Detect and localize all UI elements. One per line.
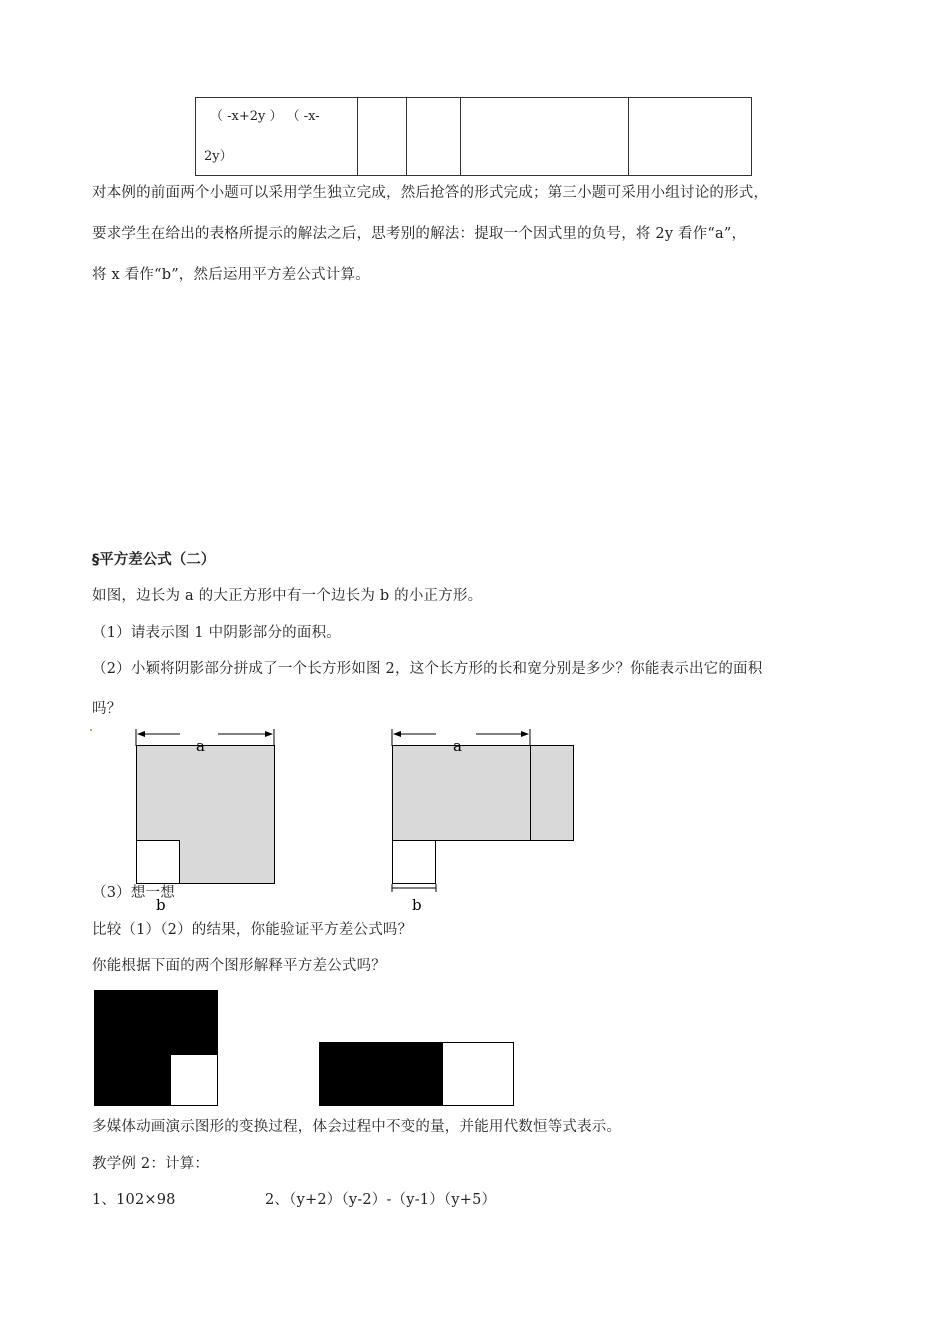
multimedia-text: 多媒体动画演示图形的变换过程，体会过程中不变的量，并能用代数恒等式表示。 bbox=[92, 1119, 622, 1135]
figure1-label-a: a bbox=[196, 737, 205, 755]
question-2-cont: 吗？ bbox=[92, 701, 122, 717]
figure1-label-b: b bbox=[156, 896, 166, 914]
figure2-label-a: a bbox=[453, 737, 462, 755]
question-3: （3）想一想 bbox=[92, 885, 175, 901]
black-rect-figure bbox=[319, 1042, 443, 1106]
section-heading: §平方差公式（二） bbox=[92, 552, 216, 568]
question-2: （2）小颖将阴影部分拼成了一个长方形如图 2，这个长方形的长和宽分别是多少？你能表示出它的面积 bbox=[92, 661, 763, 677]
intro-text: 如图，边长为 a 的大正方形中有一个边长为 b 的小正方形。 bbox=[92, 588, 483, 604]
example-2: 2、（y+2）（y-2）-（y-1）（y+5） bbox=[265, 1192, 497, 1208]
paragraph-line: 要求学生在给出的表格所提示的解法之后，思考别的解法：提取一个因式里的负号，将 2y 看作“a”， bbox=[92, 226, 747, 242]
figure2-rect-right bbox=[530, 745, 574, 841]
table-cell-text: （ -x+2y ） （ -x- bbox=[210, 109, 320, 124]
figure2-rect-left bbox=[392, 745, 531, 841]
table-cell-text: 2y） bbox=[204, 149, 233, 164]
black-square-white-corner bbox=[170, 1054, 218, 1106]
explain-text: 你能根据下面的两个图形解释平方差公式吗？ bbox=[92, 958, 386, 974]
example-1: 1、102×98 bbox=[92, 1192, 176, 1208]
figure2-small-square bbox=[392, 840, 436, 884]
paragraph-line: 对本例的前面两个小题可以采用学生独立完成，然后抢答的形式完成；第三小题可采用小组讨论的形式， bbox=[92, 185, 769, 201]
example-title: 教学例 2：计算： bbox=[92, 1156, 210, 1172]
figure2-label-b: b bbox=[412, 896, 422, 914]
question-1: （1）请表示图 1 中阴影部分的面积。 bbox=[92, 625, 341, 641]
black-rect-white-part bbox=[442, 1042, 514, 1106]
compare-text: 比较（1）（2）的结果，你能验证平方差公式吗？ bbox=[92, 922, 413, 938]
paragraph-line: 将 x 看作“b”，然后运用平方差公式计算。 bbox=[92, 267, 370, 283]
